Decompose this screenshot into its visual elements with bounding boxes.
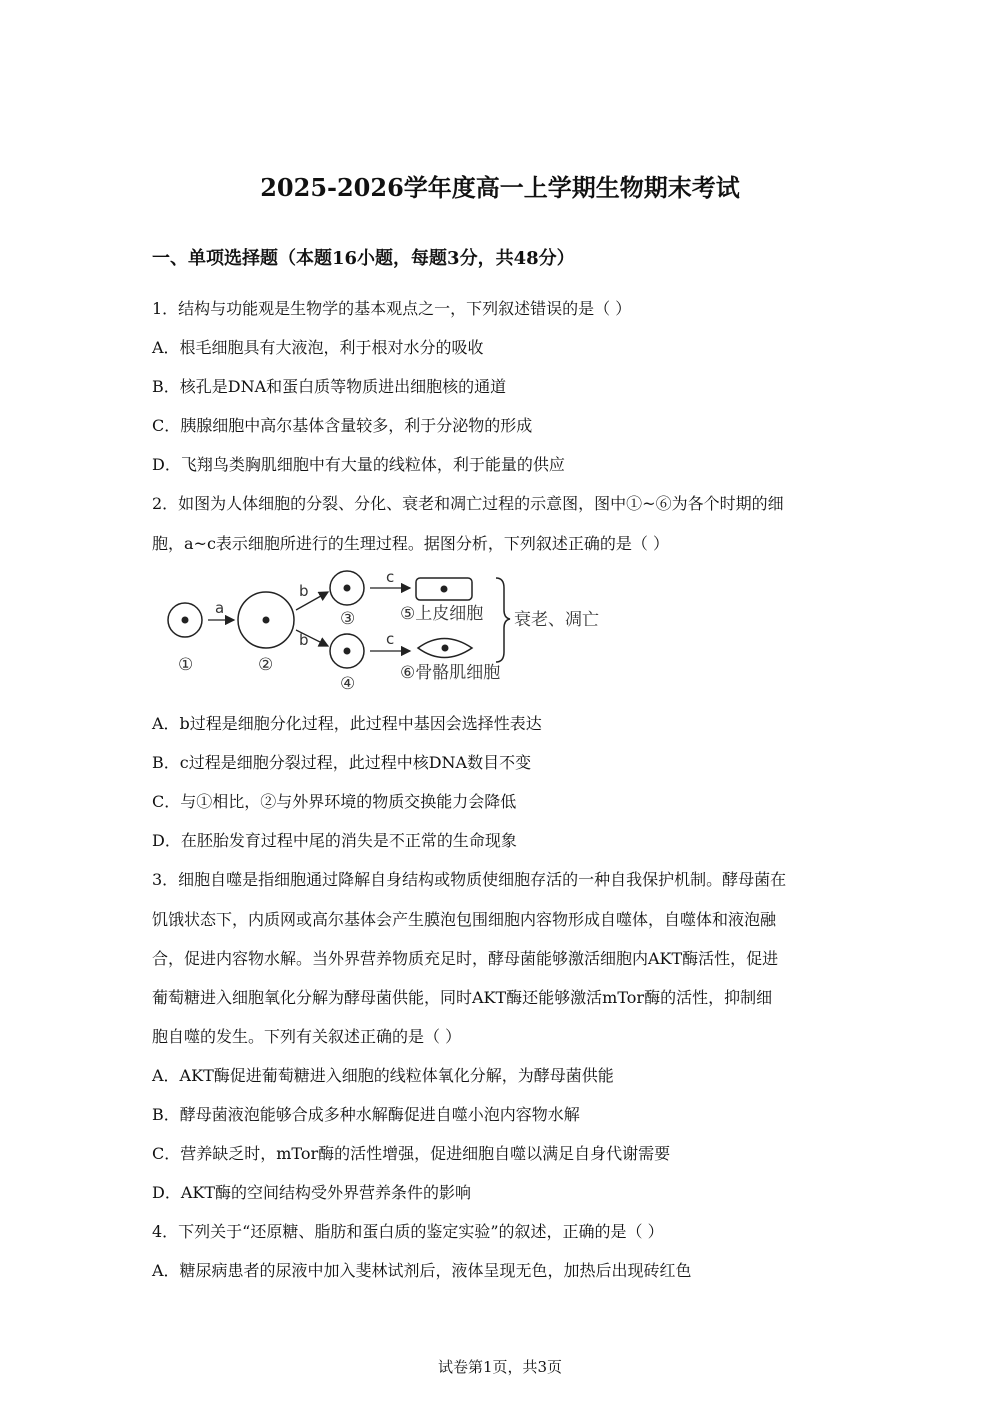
question-3-stem-line-1: 3．细胞自噬是指细胞通过降解自身结构或物质使细胞存活的一种自我保护机制。酵母菌在 [152,870,787,889]
question-3-option-b: B．酵母菌液泡能够合成多种水解酶促进自噬小泡内容物水解 [152,1105,580,1124]
page-title: 2025-2026学年度高一上学期生物期末考试 [260,173,740,202]
question-1-option-a: A．根毛细胞具有大液泡，利于根对水分的吸收 [152,338,484,357]
question-1-stem: 1．结构与功能观是生物学的基本观点之一，下列叙述错误的是（ ） [152,299,632,318]
fate-label: 衰老、凋亡 [514,610,599,630]
cell-1-label: ① [178,655,194,675]
cell-6-label: ⑥骨骼肌细胞 [400,663,501,683]
question-1-option-c: C．胰腺细胞中高尔基体含量较多，利于分泌物的形成 [152,416,533,435]
arrow-c-lower-label: c [386,630,395,648]
arrow-c-upper-label: c [386,568,395,586]
cell-2-label: ② [258,655,274,675]
arrow-b-upper-label: b [299,582,309,600]
page-footer: 试卷第1页，共3页 [437,1358,563,1376]
question-2-option-b: B．c过程是细胞分裂过程，此过程中核DNA数目不变 [152,753,532,772]
question-3-stem-line-3: 合，促进内容物水解。当外界营养物质充足时，酵母菌能够激活细胞内AKT酶活性，促进 [152,949,779,968]
cell-2 [238,592,294,648]
question-3-option-a: A．AKT酶促进葡萄糖进入细胞的线粒体氧化分解，为酵母菌供能 [152,1066,614,1085]
cell-5-epithelial [416,578,472,600]
cell-5-label: ⑤上皮细胞 [400,604,484,624]
question-3-option-d: D．AKT酶的空间结构受外界营养条件的影响 [152,1183,472,1202]
question-3-option-c: C．营养缺乏时，mTor酶的活性增强，促进细胞自噬以满足自身代谢需要 [152,1144,671,1163]
question-3-stem-line-2: 饥饿状态下，内质网或高尔基体会产生膜泡包围细胞内容物形成自噬体，自噬体和液泡融 [152,910,777,929]
cell-6-skeletal-muscle [418,639,472,658]
cell-3-label: ③ [340,609,356,629]
question-3-stem-line-5: 胞自噬的发生。下列有关叙述正确的是（ ） [152,1027,462,1046]
cell-4-label: ④ [340,674,356,694]
question-1-option-d: D．飞翔鸟类胸肌细胞中有大量的线粒体，利于能量的供应 [152,455,565,474]
question-2-stem-line-2: 胞，a~c表示细胞所进行的生理过程。据图分析，下列叙述正确的是（ ） [152,534,669,553]
arrow-b-lower-label: b [299,631,309,649]
question-2-option-c: C．与①相比，②与外界环境的物质交换能力会降低 [152,792,517,811]
question-4-option-a: A．糖尿病患者的尿液中加入斐林试剂后，液体呈现无色，加热后出现砖红色 [152,1261,692,1280]
question-1-option-b: B．核孔是DNA和蛋白质等物质进出细胞核的通道 [152,377,507,396]
question-3-stem-line-4: 葡萄糖进入细胞氧化分解为酵母菌供能，同时AKT酶还能够激活mTor酶的活性，抑制细 [152,988,773,1007]
cell-1 [168,603,202,637]
question-2-stem-line-1: 2．如图为人体细胞的分裂、分化、衰老和凋亡过程的示意图，图中①~⑥为各个时期的细 [152,494,784,513]
question-4-stem: 4．下列关于“还原糖、脂肪和蛋白质的鉴定实验”的叙述，正确的是（ ） [152,1222,664,1241]
cell-process-diagram [160,566,620,698]
brace [496,578,510,662]
arrow-a-label: a [215,599,225,617]
cell-3 [330,571,364,605]
question-2-option-a: A．b过程是细胞分化过程，此过程中基因会选择性表达 [152,714,542,733]
section-heading: 一、单项选择题（本题16小题，每题3分，共48分） [152,248,575,269]
cell-4 [330,634,364,668]
question-2-option-d: D．在胚胎发育过程中尾的消失是不正常的生命现象 [152,831,517,850]
